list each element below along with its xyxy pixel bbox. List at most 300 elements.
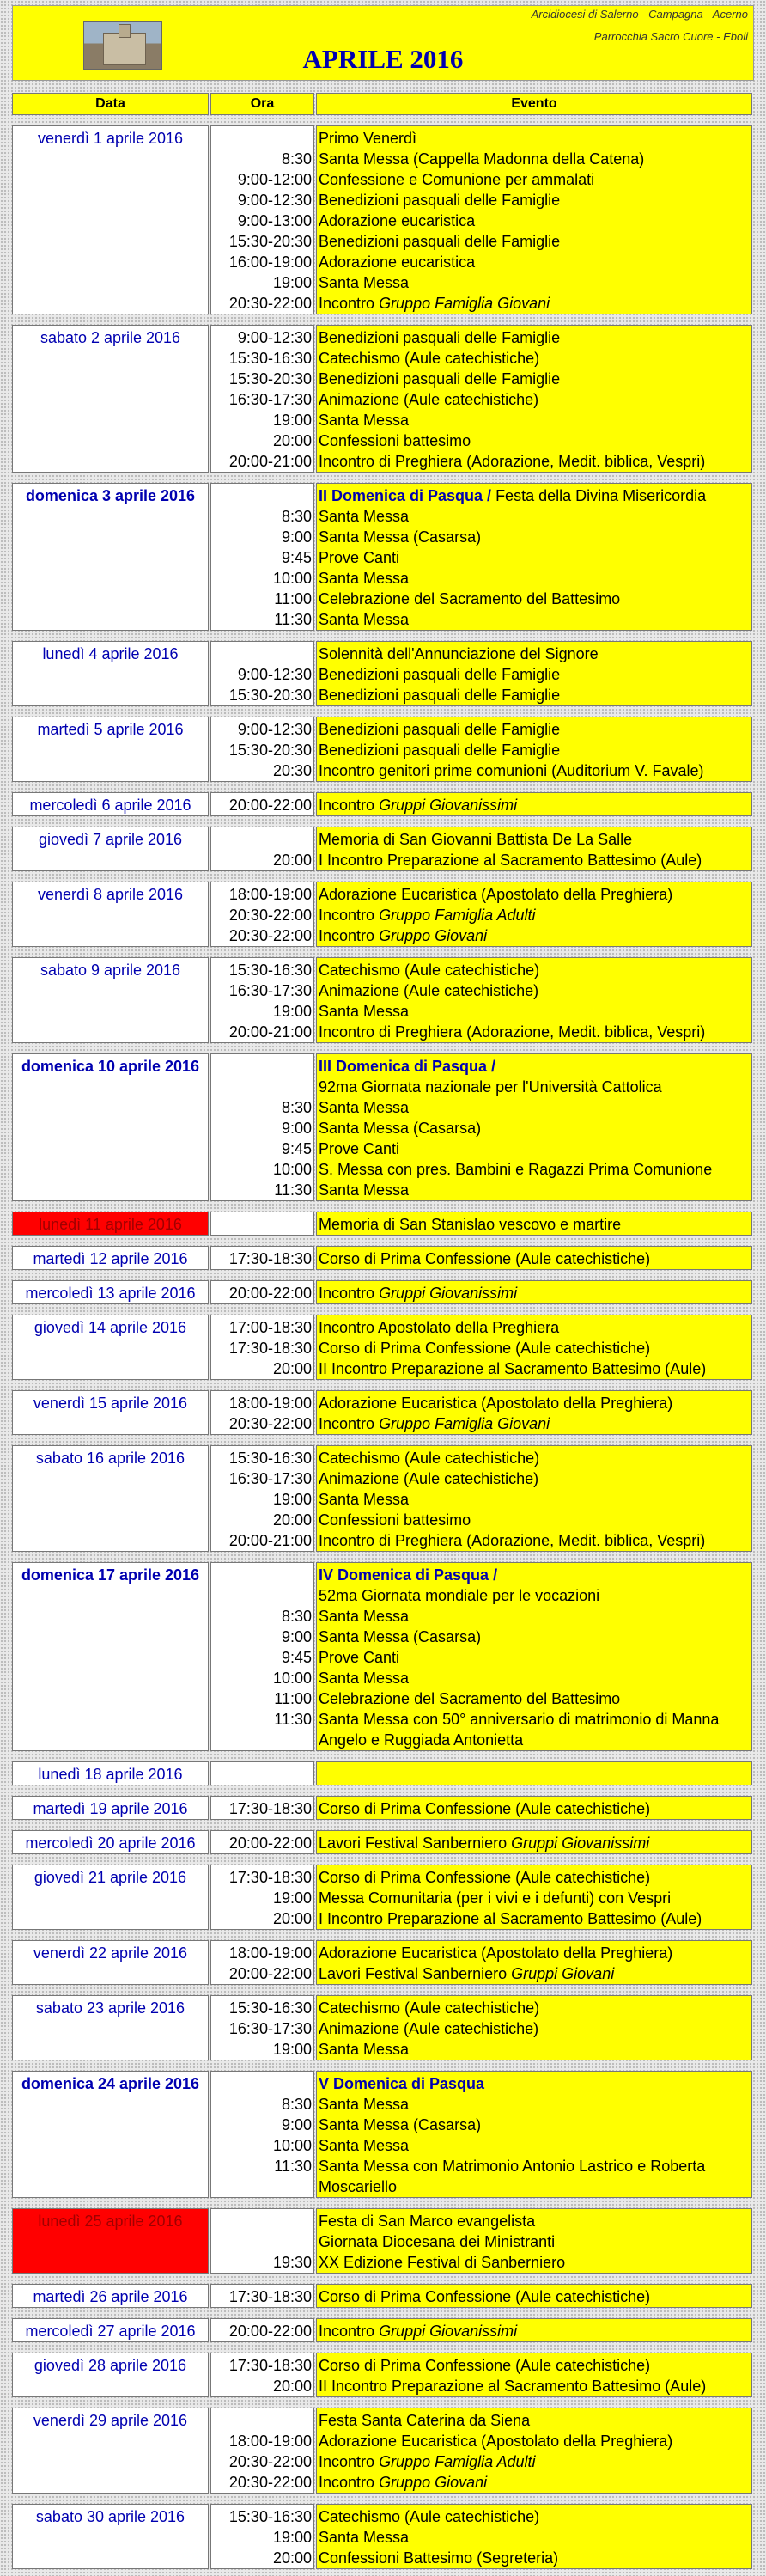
day-date: domenica 17 aprile 2016 [12, 1562, 209, 1751]
event-text [317, 2506, 751, 2527]
event-time: 20:00 [272, 1910, 312, 1927]
event-time: 9:00-12:30 [237, 666, 312, 683]
day-times [210, 2284, 314, 2308]
event-time: 8:30 [281, 150, 312, 168]
event-text [317, 795, 751, 815]
day-events [316, 1315, 752, 1380]
day-events [316, 125, 752, 314]
event-title: II Domenica di Pasqua / [319, 487, 492, 504]
event-text [317, 389, 751, 410]
event-title: Festa di San Marco evangelista [319, 2213, 536, 2230]
event-time: 18:00-19:00 [228, 1944, 312, 1962]
event-text [317, 884, 751, 905]
event-text [317, 1647, 751, 1668]
event-title: Corso di Prima Confessione (Aule catechistiche) [319, 1250, 651, 1267]
event-text [317, 2211, 751, 2231]
day-block [12, 2208, 754, 2274]
day-block [12, 2353, 754, 2397]
event-time: 10:00 [272, 570, 312, 587]
day-events [316, 1940, 752, 1985]
day-times [210, 1940, 314, 1985]
event-text [317, 1393, 751, 1413]
day-date: lunedì 18 aprile 2016 [12, 1761, 209, 1785]
day-block [12, 882, 754, 947]
event-title: Incontro [319, 1285, 375, 1302]
event-time: 20:30-22:00 [228, 906, 312, 924]
event-time: 17:30-18:30 [228, 1800, 312, 1817]
event-text [317, 2094, 751, 2115]
event-text [317, 829, 751, 850]
event-title: Adorazione Eucaristica (Apostolato della Preghiera) [319, 1395, 673, 1412]
event-text [317, 1709, 751, 1750]
event-text [317, 451, 751, 472]
event-text [317, 2355, 751, 2376]
column-header-event: Evento [316, 93, 752, 115]
event-title: Santa Messa [319, 1670, 410, 1687]
event-text [317, 1468, 751, 1489]
event-time: 18:00-19:00 [228, 2433, 312, 2450]
event-text [317, 2286, 751, 2307]
event-text [317, 211, 751, 231]
event-time [211, 1056, 313, 1077]
event-text [317, 1358, 751, 1379]
event-text [317, 1118, 751, 1138]
day-times [210, 2353, 314, 2397]
event-text [317, 664, 751, 685]
event-title: Benedizioni pasquali delle Famiglie [319, 192, 561, 209]
event-time: 11:30 [274, 1711, 312, 1728]
event-title: Santa Messa [319, 2096, 410, 2113]
event-group: Gruppo Giovani [379, 2474, 488, 2491]
event-text [317, 2431, 751, 2451]
event-time: 20:30 [272, 762, 312, 779]
event-text [317, 1077, 751, 1097]
day-block [12, 1562, 754, 1751]
day-times [210, 641, 314, 706]
event-time: 17:30-18:30 [228, 2357, 312, 2374]
event-title: Santa Messa [319, 2529, 410, 2546]
event-title: Santa Messa (Casarsa) [319, 528, 482, 546]
day-block [12, 1315, 754, 1380]
event-text [317, 430, 751, 451]
event-text [317, 327, 751, 348]
day-block [12, 483, 754, 631]
parish-label: Parrocchia Sacro Cuore - Eboli [593, 30, 748, 43]
event-text [317, 568, 751, 589]
event-text [317, 1248, 751, 1269]
event-title: Santa Messa (Casarsa) [319, 2116, 482, 2133]
event-text [317, 1943, 751, 1963]
event-title: Benedizioni pasquali delle Famiglie [319, 687, 561, 704]
event-title: Benedizioni pasquali delle Famiglie [319, 370, 561, 388]
day-events [316, 717, 752, 782]
event-group: Gruppi Giovanissimi [511, 1834, 650, 1852]
event-time: 20:00-21:00 [228, 453, 312, 470]
event-time [211, 485, 313, 506]
event-title: Prove Canti [319, 1140, 400, 1157]
event-time: 9:00-12:00 [237, 171, 312, 188]
event-title: Santa Messa [319, 412, 410, 429]
day-date: martedì 26 aprile 2016 [12, 2284, 209, 2308]
day-block [12, 1865, 754, 1930]
day-events [316, 1865, 752, 1930]
event-title: Santa Messa con Matrimonio Antonio Lastrico e Roberta Moscariello [319, 2158, 706, 2195]
day-events [316, 325, 752, 473]
day-block [12, 1212, 754, 1236]
event-title: 92ma Giornata nazionale per l'Università Cattolica [319, 1078, 662, 1096]
event-text [317, 2231, 751, 2252]
event-group: Gruppi Giovanissimi [379, 797, 518, 814]
event-text [317, 1998, 751, 2018]
event-time: 20:30-22:00 [228, 2453, 312, 2470]
event-text [317, 369, 751, 389]
day-times [210, 717, 314, 782]
event-title: Confessioni battesimo [319, 1511, 471, 1529]
event-time: 17:30-18:30 [228, 1250, 312, 1267]
event-title: Celebrazione del Sacramento del Battesimo [319, 1690, 621, 1707]
day-block [12, 1280, 754, 1304]
day-events [316, 1830, 752, 1854]
event-group: Gruppo Famiglia Adulti [379, 906, 536, 924]
event-time: 20:00-22:00 [228, 1834, 312, 1852]
event-text [317, 169, 751, 190]
event-time: 10:00 [272, 1670, 312, 1687]
day-events [316, 1796, 752, 1820]
event-time: 20:30-22:00 [228, 295, 312, 312]
day-times [210, 1445, 314, 1552]
event-title: Confessioni battesimo [319, 432, 471, 449]
event-title: Incontro genitori prime comunioni (Auditorium V. Favale) [319, 762, 704, 779]
day-events [316, 827, 752, 871]
day-block [12, 827, 754, 871]
event-title: Corso di Prima Confessione (Aule catechistiche) [319, 2357, 651, 2374]
event-title: Incontro [319, 927, 375, 944]
event-time [211, 2073, 313, 2094]
day-times [210, 1995, 314, 2060]
day-date: domenica 10 aprile 2016 [12, 1053, 209, 1201]
event-time: 8:30 [281, 1608, 312, 1625]
day-date: sabato 23 aprile 2016 [12, 1995, 209, 2060]
day-block [12, 325, 754, 473]
day-events [316, 483, 752, 631]
day-times [210, 1390, 314, 1435]
event-text [317, 1530, 751, 1551]
event-title: I Incontro Preparazione al Sacramento Battesimo (Aule) [319, 1910, 702, 1927]
day-events [316, 1212, 752, 1236]
event-time: 20:30-22:00 [228, 927, 312, 944]
event-text [317, 2115, 751, 2135]
event-title: Benedizioni pasquali delle Famiglie [319, 329, 561, 346]
event-title: Prove Canti [319, 1649, 400, 1666]
event-text [317, 1001, 751, 1022]
event-title: Animazione (Aule catechistiche) [319, 391, 539, 408]
event-text [317, 644, 751, 664]
event-text [317, 1585, 751, 1606]
event-title: Festa Santa Caterina da Siena [319, 2412, 531, 2429]
day-block [12, 1390, 754, 1435]
event-text [317, 2135, 751, 2156]
event-time [211, 829, 313, 850]
day-events [316, 2284, 752, 2308]
event-time: 20:00 [272, 2378, 312, 2395]
event-text [317, 2018, 751, 2039]
day-date: mercoledì 6 aprile 2016 [12, 792, 209, 816]
event-text [317, 2410, 751, 2431]
event-title: Santa Messa [319, 1003, 410, 1020]
event-text [317, 272, 751, 293]
column-header-time: Ora [210, 93, 314, 115]
event-time: 9:00 [281, 1628, 312, 1645]
table-header [12, 93, 754, 115]
event-time: 9:00-12:30 [237, 721, 312, 738]
day-times [210, 882, 314, 947]
event-time [211, 2211, 313, 2231]
event-time: 20:30-22:00 [228, 2474, 312, 2491]
day-events [316, 1053, 752, 1201]
day-block [12, 1761, 754, 1785]
event-title: Giornata Diocesana dei Ministranti [319, 2233, 556, 2250]
day-events [316, 957, 752, 1043]
event-title: Catechismo (Aule catechistiche) [319, 961, 540, 979]
event-text [317, 960, 751, 980]
event-time: 16:30-17:30 [228, 1470, 312, 1487]
day-date: lunedì 11 aprile 2016 [12, 1212, 209, 1236]
event-title: Corso di Prima Confessione (Aule catechistiche) [319, 1340, 651, 1357]
day-times [210, 483, 314, 631]
event-text [317, 410, 751, 430]
day-date: venerdì 1 aprile 2016 [12, 125, 209, 314]
event-time: 15:30-20:30 [228, 742, 312, 759]
day-date: mercoledì 13 aprile 2016 [12, 1280, 209, 1304]
day-date: sabato 2 aprile 2016 [12, 325, 209, 473]
event-text [317, 1338, 751, 1358]
event-title: Incontro di Preghiera (Adorazione, Medit. biblica, Vespri) [319, 1023, 706, 1041]
column-header-date: Data [12, 93, 209, 115]
day-date: sabato 16 aprile 2016 [12, 1445, 209, 1552]
event-time: 17:30-18:30 [228, 1340, 312, 1357]
event-title: Santa Messa (Casarsa) [319, 1628, 482, 1645]
event-time: 20:30-22:00 [228, 1415, 312, 1432]
event-time: 9:00 [281, 1120, 312, 1137]
event-text [317, 1908, 751, 1929]
event-group: Gruppo Famiglia Giovani [379, 295, 550, 312]
event-title: Incontro [319, 906, 375, 924]
event-text [317, 128, 751, 149]
event-text [317, 1214, 751, 1235]
event-title: Incontro di Preghiera (Adorazione, Medit. biblica, Vespri) [319, 1532, 706, 1549]
event-time: 20:00 [272, 1511, 312, 1529]
event-title: Santa Messa (Casarsa) [319, 1120, 482, 1137]
event-time: 9:00-12:30 [237, 329, 312, 346]
event-title: Adorazione eucaristica [319, 212, 476, 229]
event-text [317, 1963, 751, 1984]
event-title: Benedizioni pasquali delle Famiglie [319, 666, 561, 683]
day-times [210, 1053, 314, 1201]
event-title: I Incontro Preparazione al Sacramento Battesimo (Aule) [319, 852, 702, 869]
event-title: II Incontro Preparazione al Sacramento Battesimo (Aule) [319, 2378, 707, 2395]
event-time: 18:00-19:00 [228, 1395, 312, 1412]
event-text [317, 2376, 751, 2396]
event-text [317, 2451, 751, 2472]
day-events [316, 1246, 752, 1270]
event-time: 16:30-17:30 [228, 391, 312, 408]
event-text [317, 719, 751, 740]
event-title: Animazione (Aule catechistiche) [319, 2020, 539, 2037]
event-title: Incontro [319, 1415, 375, 1432]
day-events [316, 1390, 752, 1435]
event-time: 15:30-16:30 [228, 1999, 312, 2017]
event-time [211, 644, 313, 664]
event-title: II Incontro Preparazione al Sacramento Battesimo (Aule) [319, 1360, 707, 1377]
event-text [317, 925, 751, 946]
event-time: 19:00 [272, 274, 312, 291]
page-title: APRILE 2016 [302, 44, 464, 74]
event-time: 9:00 [281, 528, 312, 546]
day-date: lunedì 25 aprile 2016 [12, 2208, 209, 2274]
day-events [316, 2318, 752, 2342]
day-times [210, 1796, 314, 1820]
event-time [211, 1077, 313, 1097]
day-times [210, 125, 314, 314]
event-text [317, 1764, 751, 1785]
day-events [316, 641, 752, 706]
day-events [316, 1562, 752, 1751]
event-text [317, 1448, 751, 1468]
event-time: 19:30 [272, 2254, 312, 2271]
event-time: 16:30-17:30 [228, 982, 312, 999]
day-date: giovedì 28 aprile 2016 [12, 2353, 209, 2397]
event-title: Incontro [319, 295, 375, 312]
event-title: Incontro di Preghiera (Adorazione, Medit. biblica, Vespri) [319, 453, 706, 470]
event-text [317, 1056, 751, 1077]
day-date: domenica 3 aprile 2016 [12, 483, 209, 631]
event-text [317, 2039, 751, 2060]
day-block [12, 2071, 754, 2198]
event-title: Incontro [319, 2323, 375, 2340]
event-title: Santa Messa [319, 1608, 410, 1625]
event-time: 20:00-22:00 [228, 1965, 312, 1982]
event-text [317, 905, 751, 925]
day-times [210, 1865, 314, 1930]
event-text [317, 1510, 751, 1530]
day-events [316, 792, 752, 816]
event-text [317, 1283, 751, 1303]
event-title: Benedizioni pasquali delle Famiglie [319, 742, 561, 759]
day-events [316, 2408, 752, 2494]
day-date: lunedì 4 aprile 2016 [12, 641, 209, 706]
day-date: venerdì 29 aprile 2016 [12, 2408, 209, 2494]
day-block [12, 1053, 754, 1201]
event-title: Animazione (Aule catechistiche) [319, 1470, 539, 1487]
day-block [12, 1830, 754, 1854]
event-time: 16:30-17:30 [228, 2020, 312, 2037]
day-times [210, 2071, 314, 2198]
event-text [317, 1627, 751, 1647]
day-events [316, 1761, 752, 1785]
event-time: 20:00 [272, 1360, 312, 1377]
event-title: Santa Messa [319, 2041, 410, 2058]
day-events [316, 2208, 752, 2274]
event-text [317, 2156, 751, 2197]
event-text [317, 1867, 751, 1888]
event-text [317, 740, 751, 760]
event-title: Benedizioni pasquali delle Famiglie [319, 721, 561, 738]
event-title: IV Domenica di Pasqua / [319, 1566, 498, 1584]
event-title: Adorazione Eucaristica (Apostolato della Preghiera) [319, 1944, 673, 1962]
event-time: 20:00-22:00 [228, 2323, 312, 2340]
event-time: 8:30 [281, 1099, 312, 1116]
event-text [317, 1798, 751, 1819]
day-events [316, 1280, 752, 1304]
event-text [317, 2321, 751, 2341]
event-title: Incontro Apostolato della Preghiera [319, 1319, 560, 1336]
day-times [210, 2408, 314, 2494]
event-text [317, 1688, 751, 1709]
event-title: Confessione e Comunione per ammalati [319, 171, 595, 188]
event-time: 15:30-20:30 [228, 233, 312, 250]
event-time: 11:30 [274, 611, 312, 628]
event-text [317, 2472, 751, 2493]
event-text [317, 293, 751, 314]
day-block [12, 1246, 754, 1270]
event-title: Corso di Prima Confessione (Aule catechistiche) [319, 1800, 651, 1817]
day-block [12, 125, 754, 314]
event-title: Santa Messa [319, 274, 410, 291]
event-time: 19:00 [272, 1889, 312, 1907]
event-text [317, 2527, 751, 2548]
event-text [317, 547, 751, 568]
day-date: mercoledì 27 aprile 2016 [12, 2318, 209, 2342]
day-date: martedì 19 aprile 2016 [12, 1796, 209, 1820]
event-group: Gruppo Famiglia Giovani [379, 1415, 550, 1432]
day-block [12, 2408, 754, 2494]
event-title: Prove Canti [319, 549, 400, 566]
event-time: 9:00-13:00 [237, 212, 312, 229]
event-text [317, 589, 751, 609]
event-title: Lavori Festival Sanberniero [319, 1965, 508, 1982]
day-block [12, 792, 754, 816]
event-text [317, 1888, 751, 1908]
event-text [317, 980, 751, 1001]
event-title: Adorazione eucaristica [319, 253, 476, 271]
event-title: XX Edizione Festival di Sanberniero [319, 2254, 566, 2271]
event-text [317, 1606, 751, 1627]
event-time: 9:00 [281, 2116, 312, 2133]
event-time: 20:00 [272, 2549, 312, 2567]
event-text [317, 190, 751, 211]
event-time: 20:00-21:00 [228, 1023, 312, 1041]
day-times [210, 2208, 314, 2274]
event-time [211, 1214, 313, 1235]
calendar-page [0, 5, 766, 2569]
event-text [317, 2073, 751, 2094]
event-text [317, 149, 751, 169]
event-text [317, 2252, 751, 2273]
event-title: Solennità dell'Annunciazione del Signore [319, 645, 599, 662]
event-title: 52ma Giornata mondiale per le vocazioni [319, 1587, 600, 1604]
event-title: Corso di Prima Confessione (Aule catechistiche) [319, 2288, 651, 2305]
event-text [317, 609, 751, 630]
event-time: 11:00 [274, 590, 312, 607]
day-block [12, 2318, 754, 2342]
day-times [210, 1761, 314, 1785]
event-time: 9:45 [281, 1649, 312, 1666]
event-title: Santa Messa [319, 508, 410, 525]
event-time: 15:30-20:30 [228, 687, 312, 704]
event-title: Incontro [319, 797, 375, 814]
event-time: 15:30-20:30 [228, 370, 312, 388]
event-text [317, 527, 751, 547]
